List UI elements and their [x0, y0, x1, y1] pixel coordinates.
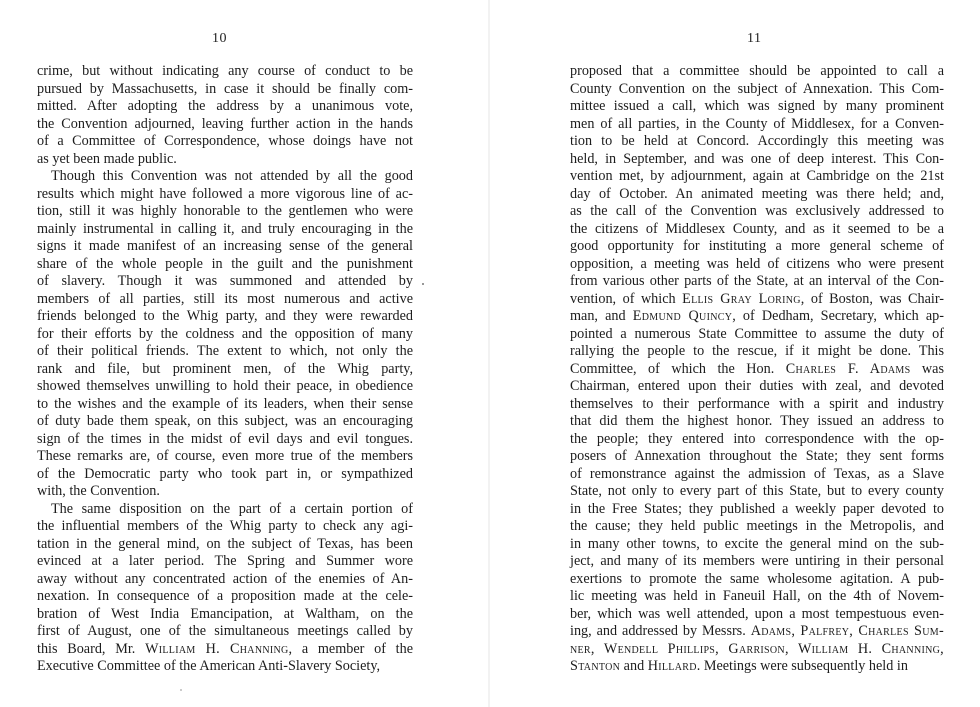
text-run: of remonstrance against the admission of Texas, as a Slave	[570, 465, 944, 482]
text-run: , of Dedham, Secretary, which ap-	[732, 308, 944, 324]
left-page	[0, 0, 488, 707]
text-run: share of the whole people in the guilt and the punishment	[37, 255, 413, 272]
text-run: vention, of which	[570, 290, 683, 307]
text-run: County Convention on the subject of Annexation. This Com-	[570, 80, 944, 97]
text-run: of the Democratic party who took part in, or sympathized	[37, 465, 413, 482]
text-line	[37, 641, 413, 659]
text-line	[570, 396, 944, 414]
text-run: lic meeting was held in Faneuil Hall, on the 4th of Novem-	[570, 588, 944, 604]
text-line	[570, 378, 944, 396]
text-line	[570, 623, 944, 641]
margin-mark	[180, 689, 182, 691]
text-run: men of all parties, in the County of Middlesex, for a Conven-	[570, 115, 944, 132]
text-run: from various other parts of the State, at an interval of the Con-	[570, 273, 944, 289]
text-run: signs it made manifest of an increasing sense of the general	[37, 238, 413, 254]
text-line	[37, 63, 413, 81]
text-line	[570, 256, 944, 274]
text-run: rank and file, but prominent men, of the Whig party,	[37, 360, 413, 377]
right-page-text	[570, 63, 944, 676]
text-run: Chairman, entered upon their duties with zeal, and devoted	[570, 378, 944, 394]
text-line	[37, 308, 413, 326]
text-line	[37, 221, 413, 239]
text-run: bration of West India Emancipation, at Waltham, on the	[37, 605, 413, 622]
text-line	[37, 116, 413, 134]
text-run: mittee issued a call, which was signed by many prominent	[570, 98, 944, 114]
text-line	[37, 623, 413, 641]
text-run: sign of the times in the midst of evil days and evil tongues.	[37, 430, 413, 447]
text-line	[570, 308, 944, 326]
text-line	[570, 343, 944, 361]
text-run: mainly instrumental in calling it, and truly encouraging in the	[37, 220, 413, 237]
text-run: of duty bade them speak, on this subject, was an encouraging	[37, 413, 413, 429]
small-caps-name: ner, Wendell Phillips, Garrison, William H. Channing,	[570, 640, 944, 657]
text-run: nexation. In consequence of a proposition made at the cele-	[37, 588, 413, 604]
text-line	[570, 203, 944, 221]
text-run: evinced at a later period. The Spring and Summer wore	[37, 553, 413, 569]
text-run: The same disposition on the part of a certain portion of	[51, 500, 413, 517]
text-line	[37, 466, 413, 484]
text-line	[37, 518, 413, 536]
text-line	[570, 151, 944, 169]
text-run: proposed that a committee should be appointed to call a	[570, 63, 944, 79]
text-line	[37, 483, 413, 501]
text-line	[37, 553, 413, 571]
text-run: Though this Convention was not attended by all the good	[51, 168, 413, 184]
text-run: the people; they entered into correspondence with the op-	[570, 430, 944, 447]
text-run: Executive Committee of the American Anti-Slavery Society,	[37, 658, 381, 674]
text-run: opposition, a meeting was held of citizens who were present	[570, 255, 944, 272]
small-caps-name: William H. Channing	[145, 640, 289, 657]
text-run: members of all parties, still its most numerous and active	[37, 290, 413, 307]
text-run: , of Boston, was Chair-	[800, 290, 944, 307]
text-run: tion, still it was highly honorable to the gentlemen who were	[37, 203, 413, 219]
text-line	[37, 151, 413, 169]
text-line	[570, 536, 944, 554]
text-line	[570, 186, 944, 204]
text-line	[37, 413, 413, 431]
small-caps-name: Adams, Palfrey, Charles Sum-	[750, 623, 944, 639]
text-line	[570, 518, 944, 536]
text-line	[570, 606, 944, 624]
text-line	[570, 466, 944, 484]
text-line	[570, 291, 944, 309]
text-run: in many other towns, to excite the general mind on the sub-	[570, 535, 944, 552]
text-run: was	[910, 360, 944, 377]
text-run: pointed a numerous State Committee to assume the duty of	[570, 325, 944, 342]
text-line	[570, 168, 944, 186]
text-line	[37, 571, 413, 589]
text-run: of slavery. Though it was summoned and attended by	[37, 273, 413, 289]
text-line	[37, 588, 413, 606]
small-caps-name: Ellis Gray Loring	[682, 290, 801, 307]
text-run: ber, which was well attended, upon a most tempestuous even-	[570, 605, 944, 622]
text-line	[570, 571, 944, 589]
text-line	[37, 431, 413, 449]
small-caps-name: Charles F. Adams	[785, 360, 911, 377]
text-line	[37, 501, 413, 519]
text-run: the citizens of Middlesex County, and as it seemed to be a	[570, 220, 944, 237]
text-run: vention met, by adjournment, again at Cambridge on the 21st	[570, 168, 944, 184]
text-run: These remarks are, of course, even more true of the members	[37, 448, 413, 464]
text-line	[37, 256, 413, 274]
small-caps-name: Hillard	[647, 658, 697, 674]
text-run: results which might have followed a more vigorous line of ac-	[37, 185, 413, 202]
text-run: the influential members of the Whig party to check any agi-	[37, 518, 413, 534]
small-caps-name: Edmund Quincy	[632, 308, 733, 324]
text-run: , a member of the	[288, 640, 413, 657]
text-run: tion to be held at Concord. Accordingly this meeting was	[570, 133, 944, 149]
text-line	[570, 448, 944, 466]
text-line	[570, 326, 944, 344]
text-run: away without any concentrated action of the enemies of An-	[37, 570, 413, 587]
text-run: first of August, one of the simultaneous meetings called by	[37, 623, 413, 639]
text-run: mitted. After adopting the address by a unanimous vote,	[37, 98, 413, 114]
text-run: as yet been made public.	[37, 150, 177, 167]
text-run: friends belonged to the Whig party, and they were rewarded	[37, 308, 413, 324]
text-run: . Meetings were subsequently held in	[696, 658, 908, 674]
text-line	[570, 501, 944, 519]
text-line	[570, 116, 944, 134]
text-run: of a Committee of Correspondence, whose doings have not	[37, 133, 413, 149]
text-line	[570, 641, 944, 659]
text-run: man, and	[570, 308, 633, 324]
right-page	[490, 0, 980, 707]
text-run: for their efforts by the coldness and the opposition of many	[37, 325, 413, 342]
text-run: this Board, Mr.	[37, 640, 146, 657]
text-run: that did them the highest honor. They issued an address to	[570, 413, 944, 429]
text-line	[37, 606, 413, 624]
text-run: themselves to their performance with a spirit and industry	[570, 395, 944, 412]
text-run: State, not only to every part of this State, but to every county	[570, 483, 944, 499]
text-line	[37, 658, 413, 676]
text-line	[37, 448, 413, 466]
text-run: held, in September, and was one of deep interest. This Con-	[570, 150, 944, 167]
text-run: good opportunity for instituting a more general scheme of	[570, 238, 944, 254]
text-line	[37, 203, 413, 221]
text-line	[37, 536, 413, 554]
text-run: of their political friends. The extent to which, not only the	[37, 343, 413, 359]
text-line	[37, 396, 413, 414]
margin-mark	[422, 283, 424, 285]
text-run: showed themselves unwilling to hold their peace, in obedience	[37, 378, 413, 394]
text-run: pursued by Massachusetts, in case it should be finally com-	[37, 80, 413, 97]
text-run: the cause; they held public meetings in the Metropolis, and	[570, 518, 944, 534]
text-line	[570, 413, 944, 431]
text-run: with, the Convention.	[37, 483, 160, 499]
text-run: the Convention adjourned, leaving further action in the hands	[37, 115, 413, 132]
text-run: posers of Annexation throughout the State; they sent forms	[570, 448, 944, 464]
text-line	[570, 483, 944, 501]
text-line	[570, 658, 944, 676]
text-run: exertions to promote the same wholesome agitation. A pub-	[570, 570, 944, 587]
text-run: Committee, of which the Hon.	[570, 360, 786, 377]
text-line	[570, 81, 944, 99]
text-run: and	[620, 658, 648, 674]
text-line	[570, 361, 944, 379]
text-run: ject, and many of its members were untiring in their personal	[570, 553, 944, 569]
text-run: day of October. An animated meeting was there held; and,	[570, 185, 944, 202]
text-line	[570, 273, 944, 291]
small-caps-name: Stanton	[570, 658, 621, 674]
text-line	[570, 63, 944, 81]
text-run: rallying the people to the rescue, if it might be done. This	[570, 343, 944, 359]
text-line	[37, 98, 413, 116]
page-number: 11	[747, 31, 762, 46]
text-line	[570, 133, 944, 151]
text-run: tation in the general mind, on the subject of Texas, has been	[37, 535, 413, 552]
text-run: to the wishes and the example of its leaders, when their sense	[37, 395, 413, 412]
text-line	[37, 378, 413, 396]
text-line	[37, 133, 413, 151]
text-run: in the Free States; they published a weekly paper devoted to	[570, 500, 944, 517]
text-run: crime, but without indicating any course of conduct to be	[37, 63, 413, 79]
text-line	[570, 98, 944, 116]
page-number: 10	[212, 31, 227, 46]
text-line	[37, 238, 413, 256]
text-line	[570, 238, 944, 256]
text-line	[37, 361, 413, 379]
text-line	[37, 81, 413, 99]
text-line	[37, 186, 413, 204]
text-run: ing, and addressed by Messrs.	[570, 623, 751, 639]
text-line	[37, 273, 413, 291]
text-line	[37, 326, 413, 344]
text-line	[37, 168, 413, 186]
left-page-text	[37, 63, 413, 676]
text-line	[37, 291, 413, 309]
text-line	[570, 431, 944, 449]
text-line	[570, 221, 944, 239]
text-run: as the call of the Convention was exclusively addressed to	[570, 203, 944, 219]
text-line	[570, 553, 944, 571]
text-line	[37, 343, 413, 361]
text-line	[570, 588, 944, 606]
